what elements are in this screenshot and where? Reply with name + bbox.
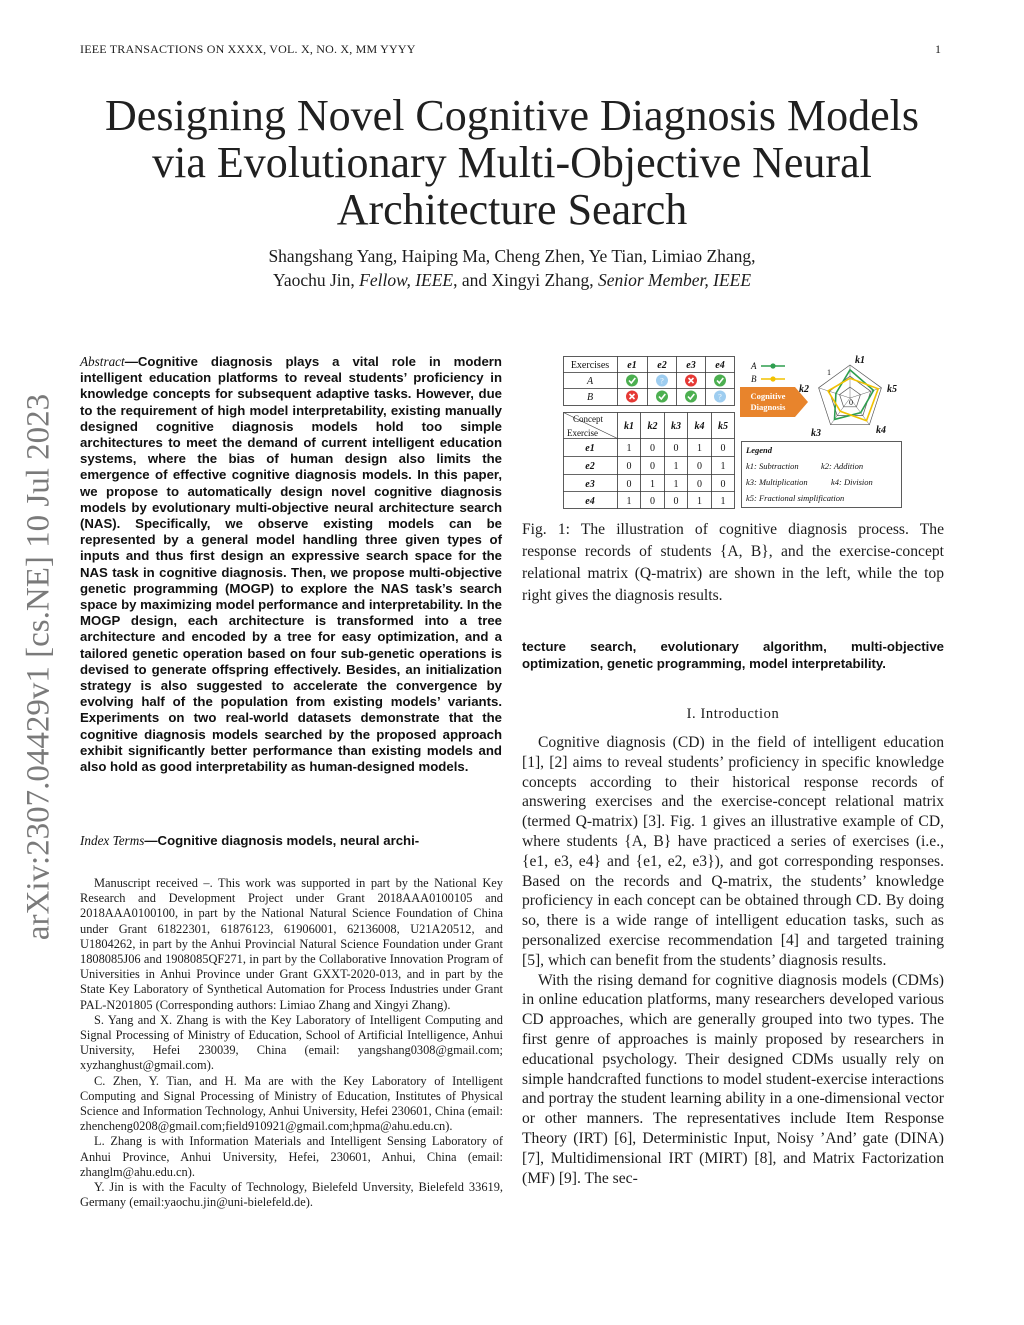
q-row-exercise: e1 xyxy=(585,443,595,454)
q-cell: 1 xyxy=(673,461,679,472)
section-heading: I. Introduction xyxy=(686,706,780,722)
radar-label-k2: k2 xyxy=(799,384,809,395)
title-line-2: via Evolutionary Multi-Objective Neural xyxy=(152,138,872,187)
authors-line-2 xyxy=(60,268,964,292)
concept-col-header: k3 xyxy=(671,421,681,432)
footnote-affiliation: L. Zhang is with Information Materials and Intelligent Sensing Laboratory of Anhui Province, Anhui University, Hefei, 230601, Anhui, China (email: zhanglm@ahu.edu.cn). xyxy=(80,1134,503,1179)
index-terms-text: —Cognitive diagnosis models, neural archi- xyxy=(144,833,420,848)
index-terms xyxy=(80,833,502,849)
exercise-col-header: e1 xyxy=(627,360,637,371)
radar-tick-1: 1 xyxy=(827,368,831,377)
legend-b-label: B xyxy=(751,374,757,384)
cd-label-2: Diagnosis xyxy=(750,402,786,412)
index-terms-continued: tecture search, evolutionary algorithm, multi-objective optimization, genetic programming, model interpretability. xyxy=(522,639,944,671)
arxiv-stamp xyxy=(14,367,64,967)
q-cell: 0 xyxy=(697,479,702,490)
paragraph: Cognitive diagnosis (CD) in the field of intelligent education [1], [2] aims to reveal students’ proficiency in specific knowledge concepts according to their historical response records of answering exercises and the exercise-concept relational matrix (termed Q-matrix) [3]. Fig. 1 gives an illustrative example of CD, where students {A, B} have practiced a series of exercises (i.e., {e1, e3, e4} and {e1, e2, e3}), and got corresponding responses. Based on the records and Q-matrix, the students’ knowledge proficiency in each concept can be obtained through CD. By doing so, there is a wide range of intelligent education tasks, such as personalized exercise recommendation [4] and targeted training [5], which can benefit from the students’ diagnosis results. xyxy=(522,734,944,969)
footnotes xyxy=(80,876,503,1210)
running-header: IEEE TRANSACTIONS ON XXXX, VOL. X, NO. X, MM YYYY xyxy=(80,42,416,56)
footnote-affiliation: C. Zhen, Y. Tian, and H. Ma are with the Key Laboratory of Intelligent Computing and Signal Processing of Ministry of Education, Institutes of Physical Science and Information Technology, Anhui University, Hefei 230601, China (email: zhencheng0208@gmail.com;field910921@gmail.com;hpma@ahu.edu.cn). xyxy=(80,1073,503,1134)
svg-text:?: ? xyxy=(660,376,664,386)
q-cell: 1 xyxy=(697,443,702,454)
footnote-manuscript: Manuscript received –. This work was supported in part by the National Key Research and Development Project under Grant 2018AAA0100105 and 2018AAA0100100, in part by the National Natural Science Foundation of China under Grant 61822301, 61876123, 61906001, 62136008, U21A20512, and U1804262, in part by the Anhui Provincial Natural Science Foundation under Grant 1808085J06 and 1908085QF271, in part by the Collaborative Innovation Program of Universities in Anhui Province under Grant GXXT-2020-013, and in part by the State Key Laboratory of Synthetical Automation for Process Industries under Grant PAL-N201805 (Corresponding authors: Limiao Zhang and Xingyi Zhang). xyxy=(80,876,503,1012)
concept-col-header: k2 xyxy=(647,421,658,432)
legend-k2: k2: Addition xyxy=(821,461,864,471)
concept-col-header: k1 xyxy=(624,421,634,432)
legend-a-marker xyxy=(770,363,775,368)
check-icon xyxy=(714,375,726,387)
q-cell: 0 xyxy=(626,461,632,472)
q-cell: 1 xyxy=(626,496,632,507)
page-number: 1 xyxy=(935,42,942,56)
check-icon xyxy=(626,375,638,387)
abstract xyxy=(80,354,502,775)
svg-text:?: ? xyxy=(718,392,722,402)
q-row-exercise: e2 xyxy=(585,461,595,472)
q-cell: 0 xyxy=(697,461,702,472)
footnote-affiliation: S. Yang and X. Zhang is with the Key Laboratory of Intelligent Computing and Signal Processing of Ministry of Education, School of Artificial Intelligence, Anhui University, Hefei 230039, China (email: yangshang0308@gmail.com; xyzhanghust@gmail.com). xyxy=(80,1012,503,1073)
footnote-affiliation: Y. Jin is with the Faculty of Technology, Bielefeld Unversity, Bielefeld 33619, Germany (email:yaochu.jin@uni-bielefeld.de). xyxy=(80,1180,503,1210)
student-a-label: A xyxy=(586,376,594,387)
exercise-col-header: e2 xyxy=(657,360,667,371)
q-cell: 1 xyxy=(720,461,726,472)
q-cell: 0 xyxy=(650,443,655,454)
q-cell: 0 xyxy=(673,443,679,454)
check-icon xyxy=(656,391,668,403)
author-membership: Fellow, IEEE xyxy=(359,270,454,290)
legend-k3: k3: Multiplication xyxy=(746,477,808,487)
q-cell: 1 xyxy=(650,479,655,490)
title-line-3: Architecture Search xyxy=(336,185,688,234)
cd-label-1: Cognitive xyxy=(750,391,786,401)
index-terms-label: Index Terms xyxy=(80,833,145,848)
q-cell: 1 xyxy=(720,496,726,507)
author-list xyxy=(60,244,964,292)
authors-line-1: Shangshang Yang, Haiping Ma, Cheng Zhen, Ye Tian, Limiao Zhang, xyxy=(268,246,756,266)
legend-k5: k5: Fractional simplification xyxy=(746,493,845,503)
response-table xyxy=(564,357,735,406)
exercise-col-header: e3 xyxy=(686,360,696,371)
q-cell: 0 xyxy=(720,443,726,454)
check-icon xyxy=(685,391,697,403)
radar-axis xyxy=(819,388,850,398)
student-b-label: B xyxy=(586,392,594,403)
q-cell: 0 xyxy=(720,479,726,490)
legend-b-marker xyxy=(770,376,775,381)
author-text: , and Xingyi Zhang, xyxy=(453,270,598,290)
q-cell: 0 xyxy=(650,496,655,507)
q-row-exercise: e4 xyxy=(585,496,595,507)
author-text: Yaochu Jin, xyxy=(272,270,360,290)
q-cell: 0 xyxy=(650,461,655,472)
radar-label-k3: k3 xyxy=(811,428,821,439)
q-row-exercise: e3 xyxy=(585,479,595,490)
concept-col-header: k4 xyxy=(694,421,705,432)
q-matrix xyxy=(564,413,735,509)
title-line-1: Designing Novel Cognitive Diagnosis Models xyxy=(105,91,919,140)
abstract-text: —Cognitive diagnosis plays a vital role in modern intelligent education platforms to reveal students’ proficiency in knowledge concepts for subsequent adaptive tasks. However, due to the requirement of high model interpretability, existing manually designed cognitive diagnosis models hold too simple architectures to meet the demand of current intelligent education systems, where the bias of human design also limits the emergence of effective cognitive diagnosis models. In this paper, we propose to automatically design novel cognitive diagnosis models by evolutionary multi-objective neural architecture search (NAS). Specifically, we observe existing models can be represented by a general model handling three given types of inputs and thus first design an expressive search space for the NAS task in cognitive diagnosis. Then, we propose multi-objective genetic programming (MOGP) to explore the NAS task’s search space by maximizing model performance and interpretability. In the MOGP design, each architecture is transformed into a tree architecture and encoded by a tree for easy optimization, and a tailored genetic operation based on four sub-genetic operations is devised to generate offspring effectively. Besides, an initialization strategy is also suggested to accelerate the convergence by evolving half of the population from existing models’ variants. Experiments on two real-world datasets demonstrate that the cognitive diagnosis models searched by the proposed approach exhibit significantly better performance than existing models and also hold as good interpretability as human-designed models. xyxy=(80,354,502,775)
abstract-label: Abstract xyxy=(80,354,125,369)
legend-k4: k4: Division xyxy=(831,477,873,487)
paragraph: With the rising demand for cognitive diagnosis models (CDMs) in online education platforms, many researchers developed various CD approaches, which are generally grouped into two types. The first genre of approaches is mainly proposed by researchers in educational psychology. Their designed CDMs usually rely on simple handcrafted functions to model student-exercise interactions and portray the student learning ability in a one-dimensional vector or other manners. The representatives include Item Response Theory (IRT) [6], Deterministic Input, Noisy ’And’ gate (DINA) [7], Multidimensional IRT (MIRT) [8], and Matrix Factorization (MF) [9]. The sec- xyxy=(522,971,944,1187)
arxiv-id: arXiv:2307.04429v1 [cs.NE] 10 Jul 2023 xyxy=(20,393,57,941)
q-cell: 1 xyxy=(673,479,679,490)
body-text xyxy=(522,733,944,1188)
q-cell: 0 xyxy=(626,479,632,490)
q-cell: 1 xyxy=(697,496,702,507)
author-membership: Senior Member, IEEE xyxy=(597,270,752,290)
figure-caption: Fig. 1: The illustration of cognitive diagnosis process. The response records of students {A, B}, and the exercise-concept relational matrix (Q-matrix) are shown in the left, while the top right gives the diagnosis results. xyxy=(522,521,944,604)
legend-title: Legend xyxy=(746,445,772,455)
q-cell: 0 xyxy=(673,496,679,507)
unknown-icon xyxy=(714,391,726,403)
diagnosis-panel xyxy=(740,355,902,508)
radar-label-k5: k5 xyxy=(887,384,897,395)
paper-title xyxy=(60,92,964,233)
legend-a-label: A xyxy=(751,361,757,371)
radar-label-k4: k4 xyxy=(876,425,886,436)
exercises-header: Exercises xyxy=(570,360,610,371)
concept-corner-label: Concept xyxy=(573,414,603,424)
exercise-col-header: e4 xyxy=(715,360,725,371)
cross-icon xyxy=(685,375,697,387)
unknown-icon xyxy=(656,375,668,387)
radar-label-k1: k1 xyxy=(855,355,865,366)
q-cell: 1 xyxy=(626,443,632,454)
radar-tick-0: 0 xyxy=(849,398,853,407)
cross-icon xyxy=(626,391,638,403)
concept-col-header: k5 xyxy=(718,421,728,432)
exercise-corner-label: Exercise xyxy=(567,428,598,438)
figure-1 xyxy=(563,354,903,511)
legend-k1: k1: Subtraction xyxy=(746,461,799,471)
